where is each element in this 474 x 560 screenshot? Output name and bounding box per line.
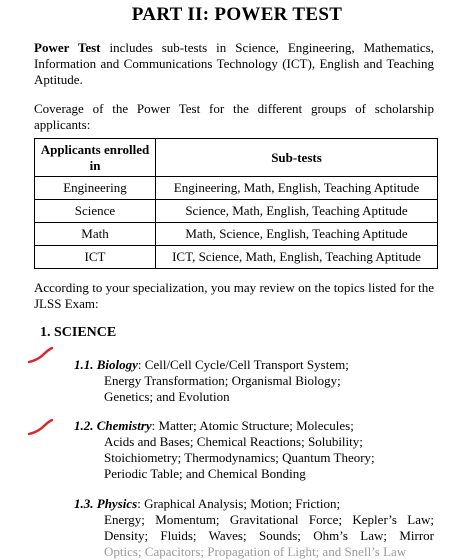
topic-line: : Cell/Cell Cycle/Cell Transport System; [137,357,349,372]
table-cell-group: Science [35,200,156,223]
coverage-paragraph: Coverage of the Power Test for the different groups of scholarship applicants: [34,101,434,132]
table-row [35,246,438,269]
intro-term: Power Test [34,40,101,55]
pen-check-mark-icon [26,346,56,366]
table-cell-subtests: Math, Science, English, Teaching Aptitude [156,223,438,246]
section-heading-science: 1. SCIENCE [40,325,117,340]
table-header-applicants: Applicants enrolled in [35,139,156,177]
topic-line: Optics; Capacitors; Propagation of Light; and Snell’s Law [104,544,407,559]
topic-line: : Matter; Atomic Structure; Molecules; [151,418,354,433]
topic-physics [74,496,434,560]
table-cell-group: Math [35,223,156,246]
topic-line: : Graphical Analysis; Motion; Friction; [137,496,341,511]
topic-line: Energy; Momentum; Gravitational Force; Kepler’s Law; [104,512,434,527]
topic-number: 1.1. [74,357,94,372]
topic-chemistry [74,418,434,482]
intro-paragraph [34,40,434,88]
table-header-subtests: Sub-tests [156,139,438,177]
topic-line: Acids and Bases; Chemical Reactions; Solubility; [104,434,363,449]
topic-line: Density; Fluids; Waves; Sounds; Ohm’s Law; Mirror [104,528,434,543]
table-header-row [35,139,438,177]
pen-check-mark-icon [26,418,56,438]
page-title: PART II: POWER TEST [131,4,343,25]
topic-name: Chemistry [96,418,152,433]
topic-name: Physics [96,496,138,511]
table-row [35,177,438,200]
table-cell-subtests: Engineering, Math, English, Teaching Aptitude [156,177,438,200]
table-cell-subtests: ICT, Science, Math, English, Teaching Aptitude [156,246,438,269]
topic-line: Genetics; and Evolution [104,389,230,404]
topic-line: Energy Transformation; Organismal Biology; [104,373,341,388]
topic-number: 1.2. [74,418,94,433]
topic-line: Stoichiometry; Thermodynamics; Quantum Theory; [104,450,375,465]
table-row [35,223,438,246]
table-cell-subtests: Science, Math, English, Teaching Aptitude [156,200,438,223]
table-row [35,200,438,223]
table-cell-group: Engineering [35,177,156,200]
review-paragraph: According to your specialization, you may review on the topics listed for the JLSS Exam: [34,280,434,311]
topic-biology [74,357,434,405]
topic-line: Periodic Table; and Chemical Bonding [104,466,306,481]
table-cell-group: ICT [35,246,156,269]
coverage-table [34,138,438,269]
topic-number: 1.3. [74,496,94,511]
topic-name: Biology [96,357,138,372]
intro-text: includes sub-tests in Science, Engineering, Mathematics, Information and Communications Technology (ICT), English and Teaching Aptitude. [34,40,434,87]
